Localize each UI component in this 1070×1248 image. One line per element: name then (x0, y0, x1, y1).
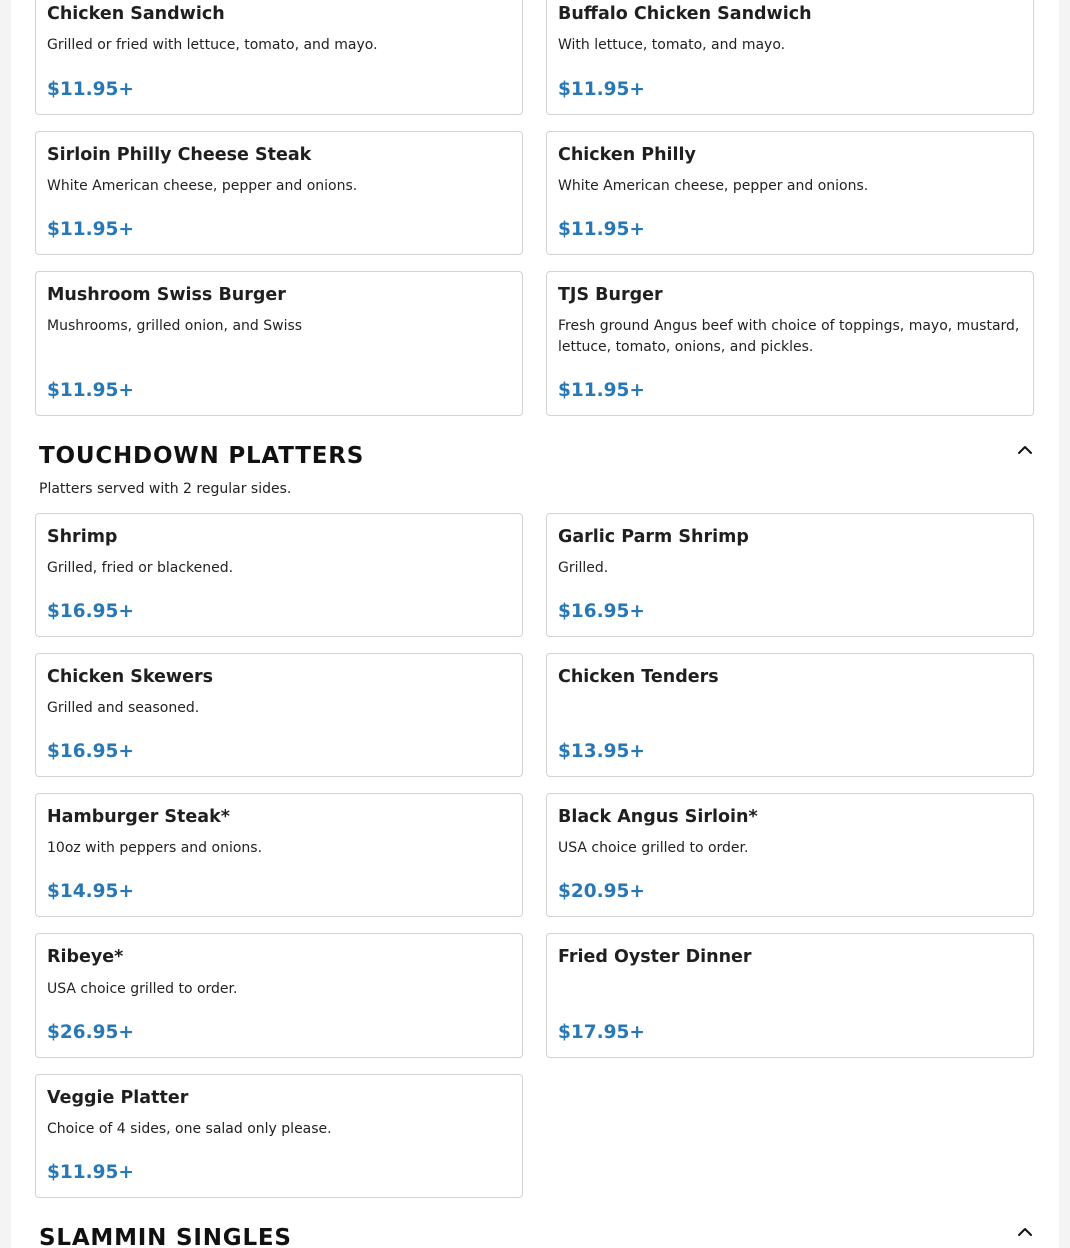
item-name: Black Angus Sirloin* (558, 807, 758, 827)
menu-item-card[interactable] (35, 513, 523, 637)
item-price: $13.95+ (558, 741, 645, 762)
item-name: Hamburger Steak* (47, 807, 230, 827)
menu-item-card[interactable] (546, 131, 1034, 255)
item-price: $14.95+ (47, 881, 134, 902)
menu-item-card[interactable] (35, 131, 523, 255)
item-price: $16.95+ (558, 601, 645, 622)
item-name: Veggie Platter (47, 1088, 189, 1108)
item-description: USA choice grilled to order. (47, 981, 238, 997)
item-description: 10oz with peppers and onions. (47, 840, 263, 856)
item-price: $11.95+ (558, 219, 645, 240)
item-description: Grilled or fried with lettuce, tomato, and mayo. (47, 37, 378, 53)
item-name: Sirloin Philly Cheese Steak (47, 145, 312, 165)
item-description: With lettuce, tomato, and mayo. (558, 37, 786, 53)
menu-item-card[interactable] (546, 793, 1034, 917)
item-name: Garlic Parm Shrimp (558, 527, 749, 547)
item-description: Fresh ground Angus beef with choice of toppings, mayo, mustard, lettuce, tomato, onions, and pickles. (558, 318, 1020, 355)
chevron-up-icon[interactable] (1015, 440, 1035, 460)
menu-panel (11, 0, 1059, 1248)
menu-item-card[interactable] (546, 271, 1034, 416)
menu-item-card[interactable] (35, 653, 523, 777)
item-price: $11.95+ (47, 219, 134, 240)
item-description: Choice of 4 sides, one salad only please. (47, 1121, 332, 1137)
menu-item-card[interactable] (546, 933, 1034, 1058)
item-price: $16.95+ (47, 741, 134, 762)
item-description: Mushrooms, grilled onion, and Swiss (47, 318, 303, 334)
item-name: Ribeye* (47, 947, 124, 967)
menu-item-card[interactable] (35, 0, 523, 115)
section-title-slammin-singles: SLAMMIN SINGLES (39, 1225, 292, 1248)
item-price: $20.95+ (558, 881, 645, 902)
item-description: Grilled, fried or blackened. (47, 560, 234, 576)
item-name: Fried Oyster Dinner (558, 947, 752, 967)
chevron-up-icon[interactable] (1015, 1222, 1035, 1242)
menu-item-card[interactable] (546, 513, 1034, 637)
item-name: Chicken Philly (558, 145, 696, 165)
item-name: Shrimp (47, 527, 118, 547)
item-description: Grilled. (558, 560, 609, 576)
menu-item-card[interactable] (35, 271, 523, 416)
item-price: $11.95+ (47, 1162, 134, 1183)
item-description: White American cheese, pepper and onions. (558, 178, 869, 194)
menu-item-card[interactable] (35, 933, 523, 1058)
item-name: Buffalo Chicken Sandwich (558, 4, 812, 24)
item-name: TJS Burger (558, 285, 663, 305)
menu-item-card[interactable] (546, 0, 1034, 115)
item-price: $11.95+ (47, 380, 134, 401)
item-price: $17.95+ (558, 1022, 645, 1043)
menu-item-card[interactable] (35, 793, 523, 917)
section-title-touchdown-platters: TOUCHDOWN PLATTERS (39, 443, 365, 469)
item-description: Grilled and seasoned. (47, 700, 200, 716)
item-price: $11.95+ (558, 79, 645, 100)
section-subtitle: Platters served with 2 regular sides. (39, 481, 292, 497)
item-name: Chicken Skewers (47, 667, 213, 687)
item-price: $16.95+ (47, 601, 134, 622)
item-name: Chicken Sandwich (47, 4, 225, 24)
item-price: $26.95+ (47, 1022, 134, 1043)
item-name: Chicken Tenders (558, 667, 719, 687)
item-description: White American cheese, pepper and onions. (47, 178, 358, 194)
item-price: $11.95+ (47, 79, 134, 100)
item-name: Mushroom Swiss Burger (47, 285, 286, 305)
item-price: $11.95+ (558, 380, 645, 401)
item-description: USA choice grilled to order. (558, 840, 749, 856)
menu-item-card[interactable] (35, 1074, 523, 1198)
menu-item-card[interactable] (546, 653, 1034, 777)
